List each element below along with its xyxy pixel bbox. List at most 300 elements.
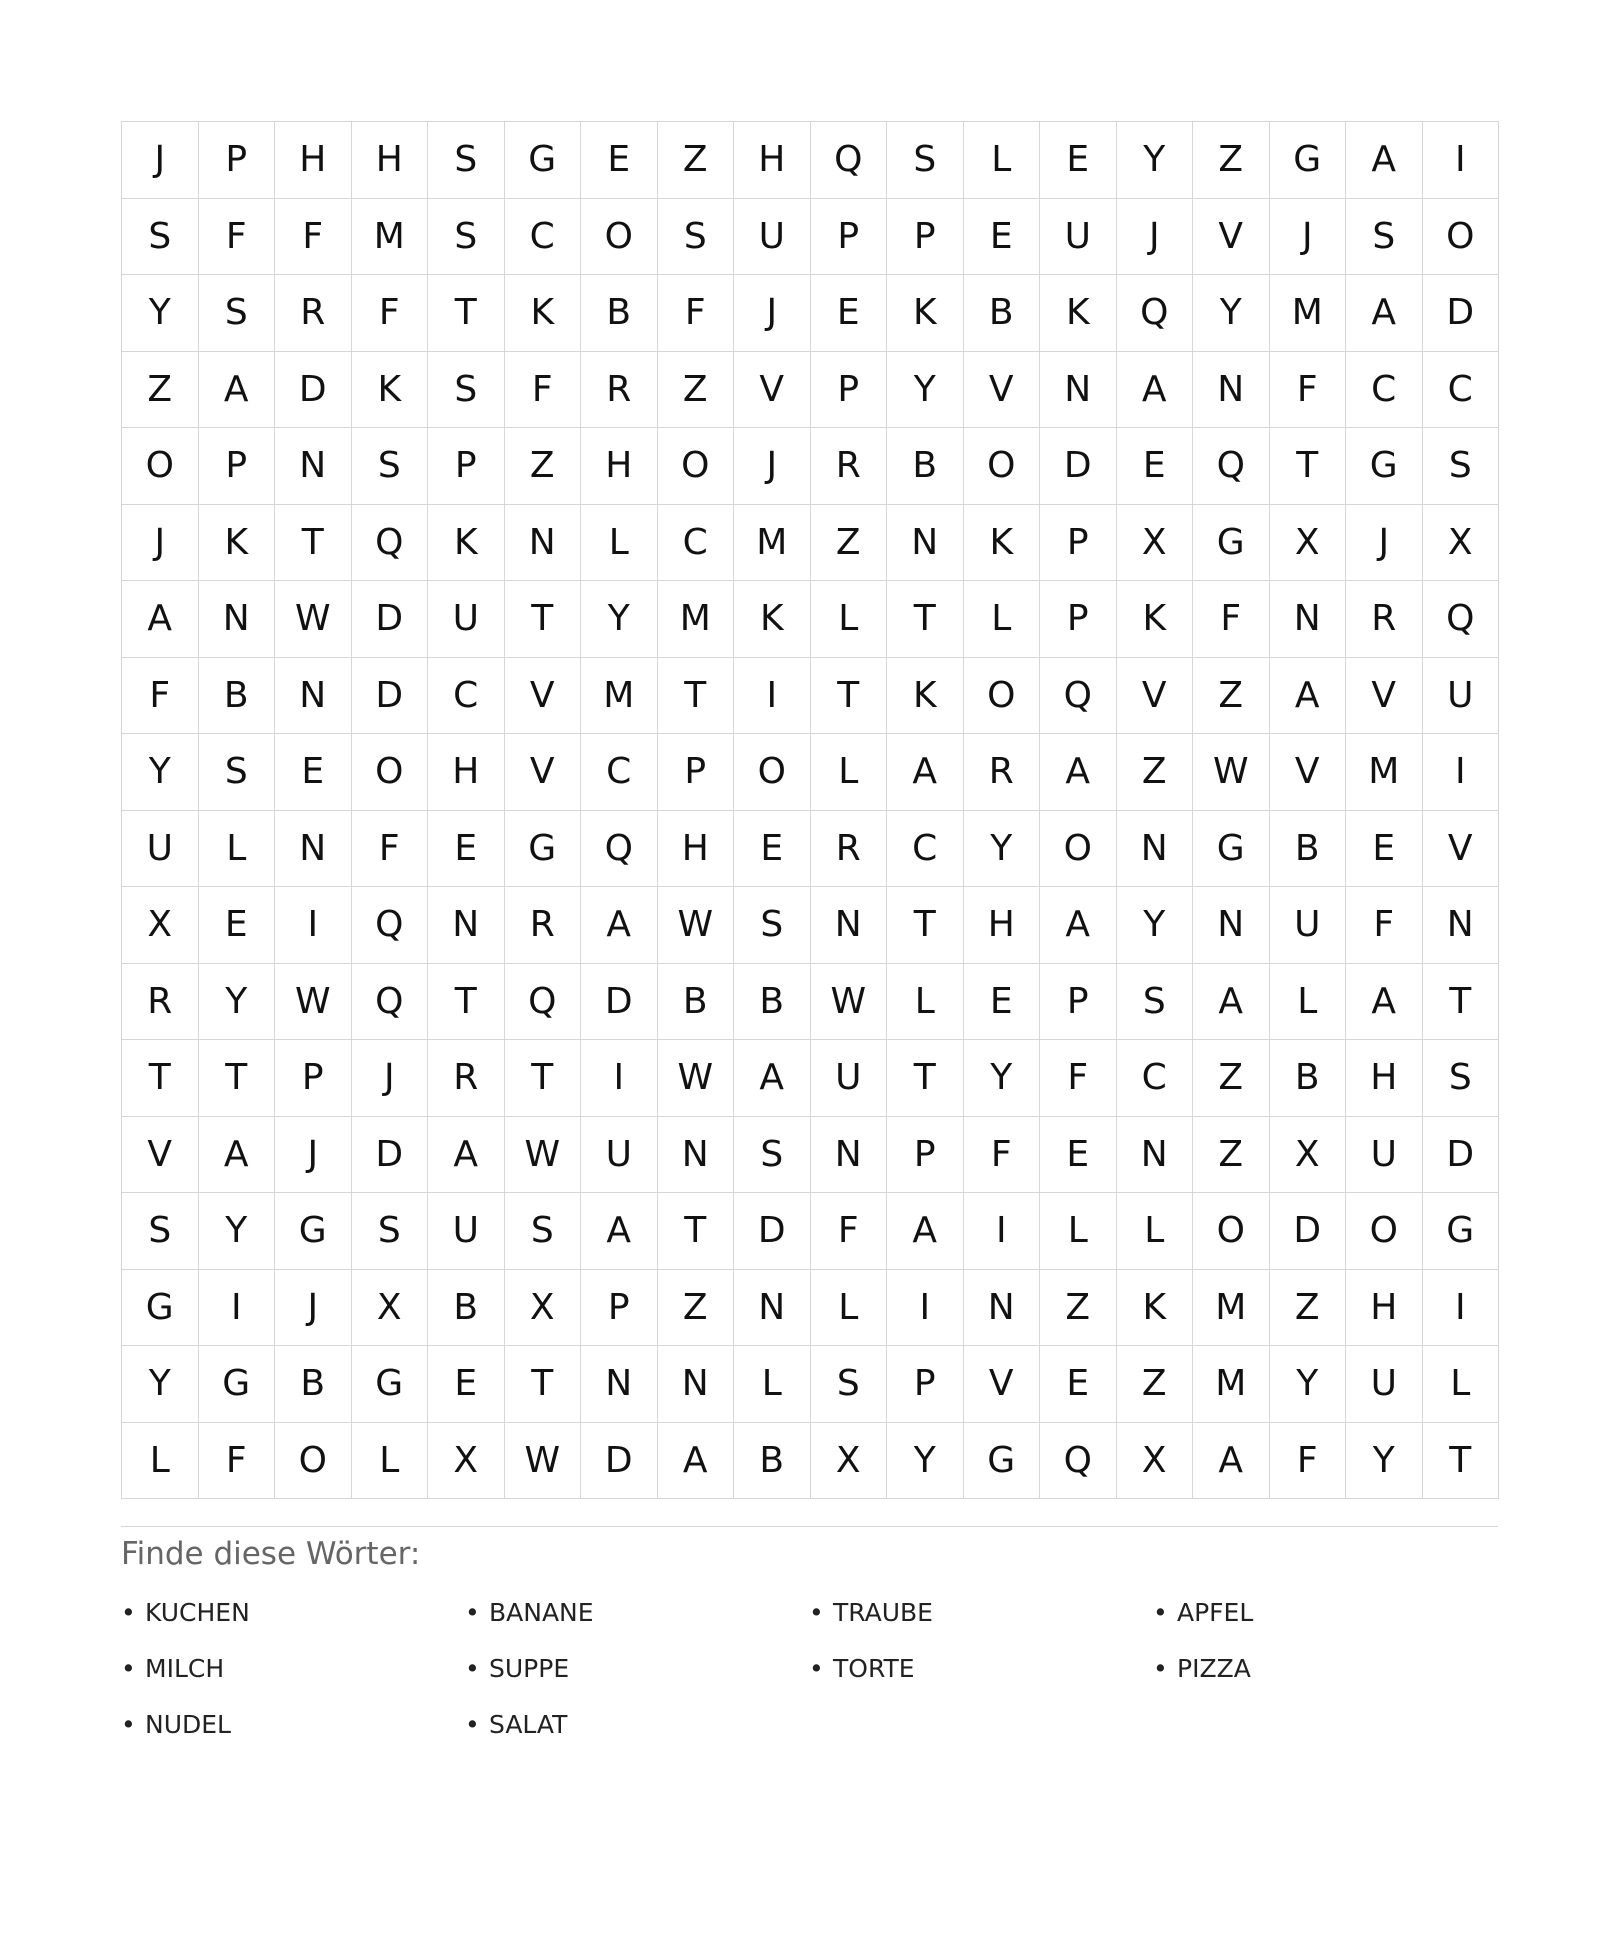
grid-cell[interactable]: D [275,352,352,429]
grid-cell[interactable]: S [428,199,505,276]
grid-cell[interactable]: Q [505,964,582,1041]
grid-cell[interactable]: P [428,428,505,505]
grid-cell[interactable]: Z [811,505,888,582]
grid-cell[interactable]: F [352,811,429,888]
grid-cell[interactable]: C [428,658,505,735]
grid-cell[interactable]: I [964,1193,1041,1270]
grid-cell[interactable]: L [811,734,888,811]
grid-cell[interactable]: J [122,505,199,582]
grid-cell[interactable]: H [658,811,735,888]
grid-cell[interactable]: A [887,1193,964,1270]
grid-cell[interactable]: K [1040,275,1117,352]
grid-cell[interactable]: F [1346,887,1423,964]
grid-cell[interactable]: N [1117,1117,1194,1194]
grid-cell[interactable]: T [658,1193,735,1270]
grid-cell[interactable]: D [734,1193,811,1270]
grid-cell[interactable]: A [658,1423,735,1500]
grid-cell[interactable]: D [352,581,429,658]
grid-cell[interactable]: H [734,122,811,199]
grid-cell[interactable]: O [964,428,1041,505]
grid-cell[interactable]: O [1346,1193,1423,1270]
grid-cell[interactable]: K [428,505,505,582]
grid-cell[interactable]: B [1270,811,1347,888]
grid-cell[interactable]: Y [581,581,658,658]
grid-cell[interactable]: B [428,1270,505,1347]
grid-cell[interactable]: V [505,658,582,735]
grid-cell[interactable]: T [199,1040,276,1117]
grid-cell[interactable]: R [505,887,582,964]
grid-cell[interactable]: R [964,734,1041,811]
grid-cell[interactable]: A [122,581,199,658]
grid-cell[interactable]: E [581,122,658,199]
grid-cell[interactable]: U [811,1040,888,1117]
grid-cell[interactable]: X [505,1270,582,1347]
grid-cell[interactable]: N [964,1270,1041,1347]
grid-cell[interactable]: M [1193,1270,1270,1347]
grid-cell[interactable]: B [887,428,964,505]
grid-cell[interactable]: Q [1117,275,1194,352]
grid-cell[interactable]: D [1423,1117,1500,1194]
grid-cell[interactable]: F [505,352,582,429]
grid-cell[interactable]: U [1270,887,1347,964]
grid-cell[interactable]: W [658,887,735,964]
grid-cell[interactable]: S [352,1193,429,1270]
grid-cell[interactable]: T [811,658,888,735]
grid-cell[interactable]: E [428,1346,505,1423]
grid-cell[interactable]: G [505,122,582,199]
grid-cell[interactable]: F [658,275,735,352]
grid-cell[interactable]: E [199,887,276,964]
grid-cell[interactable]: G [275,1193,352,1270]
grid-cell[interactable]: E [1040,1117,1117,1194]
grid-cell[interactable]: R [275,275,352,352]
grid-cell[interactable]: M [1346,734,1423,811]
grid-cell[interactable]: B [964,275,1041,352]
grid-cell[interactable]: N [428,887,505,964]
grid-cell[interactable]: P [199,428,276,505]
grid-cell[interactable]: T [1423,964,1500,1041]
grid-cell[interactable]: L [581,505,658,582]
grid-cell[interactable]: M [581,658,658,735]
grid-cell[interactable]: R [428,1040,505,1117]
grid-cell[interactable]: C [1423,352,1500,429]
grid-cell[interactable]: P [581,1270,658,1347]
grid-cell[interactable]: H [275,122,352,199]
grid-cell[interactable]: C [505,199,582,276]
grid-cell[interactable]: W [275,581,352,658]
grid-cell[interactable]: W [1193,734,1270,811]
grid-cell[interactable]: Y [122,1346,199,1423]
grid-cell[interactable]: F [964,1117,1041,1194]
grid-cell[interactable]: L [122,1423,199,1500]
grid-cell[interactable]: G [1193,811,1270,888]
grid-cell[interactable]: S [199,275,276,352]
grid-cell[interactable]: N [1423,887,1500,964]
grid-cell[interactable]: A [1040,887,1117,964]
grid-cell[interactable]: K [887,275,964,352]
grid-cell[interactable]: P [275,1040,352,1117]
grid-cell[interactable]: N [1117,811,1194,888]
grid-cell[interactable]: T [505,1346,582,1423]
grid-cell[interactable]: X [1270,505,1347,582]
grid-cell[interactable]: F [352,275,429,352]
grid-cell[interactable]: S [428,352,505,429]
grid-cell[interactable]: B [275,1346,352,1423]
grid-cell[interactable]: G [122,1270,199,1347]
grid-cell[interactable]: V [1423,811,1500,888]
grid-cell[interactable]: Q [811,122,888,199]
grid-cell[interactable]: T [1423,1423,1500,1500]
grid-cell[interactable]: Z [505,428,582,505]
grid-cell[interactable]: Y [199,1193,276,1270]
grid-cell[interactable]: P [199,122,276,199]
grid-cell[interactable]: B [581,275,658,352]
grid-cell[interactable]: F [122,658,199,735]
grid-cell[interactable]: L [1040,1193,1117,1270]
grid-cell[interactable]: O [964,658,1041,735]
grid-cell[interactable]: S [122,1193,199,1270]
grid-cell[interactable]: S [199,734,276,811]
grid-cell[interactable]: U [581,1117,658,1194]
grid-cell[interactable]: Q [1040,658,1117,735]
grid-cell[interactable]: L [811,1270,888,1347]
grid-cell[interactable]: U [1346,1117,1423,1194]
grid-cell[interactable]: S [122,199,199,276]
grid-cell[interactable]: L [1423,1346,1500,1423]
grid-cell[interactable]: U [734,199,811,276]
grid-cell[interactable]: Z [122,352,199,429]
grid-cell[interactable]: T [505,1040,582,1117]
grid-cell[interactable]: R [1346,581,1423,658]
grid-cell[interactable]: J [122,122,199,199]
grid-cell[interactable]: U [122,811,199,888]
grid-cell[interactable]: V [734,352,811,429]
grid-cell[interactable]: V [1193,199,1270,276]
grid-cell[interactable]: P [658,734,735,811]
grid-cell[interactable]: R [581,352,658,429]
grid-cell[interactable]: N [658,1117,735,1194]
grid-cell[interactable]: S [505,1193,582,1270]
grid-cell[interactable]: S [811,1346,888,1423]
grid-cell[interactable]: E [1117,428,1194,505]
grid-cell[interactable]: H [428,734,505,811]
grid-cell[interactable]: J [275,1117,352,1194]
grid-cell[interactable]: N [734,1270,811,1347]
grid-cell[interactable]: O [122,428,199,505]
grid-cell[interactable]: L [1117,1193,1194,1270]
grid-cell[interactable]: L [352,1423,429,1500]
grid-cell[interactable]: I [734,658,811,735]
grid-cell[interactable]: T [1270,428,1347,505]
grid-cell[interactable]: T [505,581,582,658]
grid-cell[interactable]: M [352,199,429,276]
grid-cell[interactable]: U [428,1193,505,1270]
grid-cell[interactable]: I [1423,734,1500,811]
grid-cell[interactable]: J [352,1040,429,1117]
grid-cell[interactable]: J [734,428,811,505]
grid-cell[interactable]: A [581,887,658,964]
grid-cell[interactable]: O [1423,199,1500,276]
grid-cell[interactable]: A [581,1193,658,1270]
grid-cell[interactable]: F [1270,1423,1347,1500]
grid-cell[interactable]: N [1193,352,1270,429]
grid-cell[interactable]: Q [1423,581,1500,658]
grid-cell[interactable]: Y [1346,1423,1423,1500]
grid-cell[interactable]: A [1346,122,1423,199]
grid-cell[interactable]: J [1346,505,1423,582]
grid-cell[interactable]: S [887,122,964,199]
grid-cell[interactable]: L [964,581,1041,658]
grid-cell[interactable]: D [581,964,658,1041]
grid-cell[interactable]: E [1346,811,1423,888]
grid-cell[interactable]: G [1193,505,1270,582]
grid-cell[interactable]: A [199,1117,276,1194]
grid-cell[interactable]: K [199,505,276,582]
grid-cell[interactable]: F [275,199,352,276]
grid-cell[interactable]: Z [1040,1270,1117,1347]
grid-cell[interactable]: L [811,581,888,658]
grid-cell[interactable]: A [887,734,964,811]
grid-cell[interactable]: F [1270,352,1347,429]
grid-cell[interactable]: M [1270,275,1347,352]
grid-cell[interactable]: Y [122,275,199,352]
grid-cell[interactable]: R [811,428,888,505]
grid-cell[interactable]: J [1117,199,1194,276]
grid-cell[interactable]: Y [1270,1346,1347,1423]
grid-cell[interactable]: Q [1193,428,1270,505]
grid-cell[interactable]: X [1117,1423,1194,1500]
grid-cell[interactable]: B [734,964,811,1041]
grid-cell[interactable]: F [1193,581,1270,658]
grid-cell[interactable]: U [428,581,505,658]
grid-cell[interactable]: Q [352,964,429,1041]
grid-cell[interactable]: G [199,1346,276,1423]
grid-cell[interactable]: T [658,658,735,735]
grid-cell[interactable]: K [734,581,811,658]
grid-cell[interactable]: N [811,1117,888,1194]
grid-cell[interactable]: A [1270,658,1347,735]
grid-cell[interactable]: E [1040,122,1117,199]
grid-cell[interactable]: G [964,1423,1041,1500]
grid-cell[interactable]: D [352,658,429,735]
grid-cell[interactable]: V [122,1117,199,1194]
grid-cell[interactable]: Q [352,887,429,964]
grid-cell[interactable]: I [887,1270,964,1347]
grid-cell[interactable]: P [811,199,888,276]
grid-cell[interactable]: O [734,734,811,811]
grid-cell[interactable]: N [658,1346,735,1423]
grid-cell[interactable]: V [1346,658,1423,735]
grid-cell[interactable]: J [734,275,811,352]
grid-cell[interactable]: O [658,428,735,505]
grid-cell[interactable]: T [122,1040,199,1117]
grid-cell[interactable]: N [581,1346,658,1423]
grid-cell[interactable]: E [811,275,888,352]
grid-cell[interactable]: H [964,887,1041,964]
grid-cell[interactable]: V [1117,658,1194,735]
grid-cell[interactable]: H [581,428,658,505]
grid-cell[interactable]: T [887,1040,964,1117]
grid-cell[interactable]: Z [1270,1270,1347,1347]
grid-cell[interactable]: V [505,734,582,811]
grid-cell[interactable]: O [1040,811,1117,888]
grid-cell[interactable]: R [122,964,199,1041]
grid-cell[interactable]: S [658,199,735,276]
grid-cell[interactable]: E [428,811,505,888]
grid-cell[interactable]: W [505,1423,582,1500]
grid-cell[interactable]: Y [887,1423,964,1500]
grid-cell[interactable]: V [964,1346,1041,1423]
grid-cell[interactable]: D [1270,1193,1347,1270]
grid-cell[interactable]: N [887,505,964,582]
grid-cell[interactable]: C [581,734,658,811]
grid-cell[interactable]: T [887,887,964,964]
grid-cell[interactable]: N [275,428,352,505]
grid-cell[interactable]: Y [887,352,964,429]
grid-cell[interactable]: D [1040,428,1117,505]
grid-cell[interactable]: F [199,1423,276,1500]
grid-cell[interactable]: A [1193,964,1270,1041]
grid-cell[interactable]: Z [658,122,735,199]
grid-cell[interactable]: X [1270,1117,1347,1194]
grid-cell[interactable]: W [811,964,888,1041]
grid-cell[interactable]: O [275,1423,352,1500]
grid-cell[interactable]: Y [1193,275,1270,352]
grid-cell[interactable]: G [352,1346,429,1423]
grid-cell[interactable]: N [199,581,276,658]
grid-cell[interactable]: K [1117,1270,1194,1347]
grid-cell[interactable]: C [1346,352,1423,429]
grid-cell[interactable]: K [964,505,1041,582]
grid-cell[interactable]: Y [199,964,276,1041]
grid-cell[interactable]: M [658,581,735,658]
grid-cell[interactable]: Y [964,811,1041,888]
grid-cell[interactable]: S [428,122,505,199]
grid-cell[interactable]: Q [352,505,429,582]
grid-cell[interactable]: X [122,887,199,964]
grid-cell[interactable]: O [1193,1193,1270,1270]
grid-cell[interactable]: P [1040,505,1117,582]
grid-cell[interactable]: L [1270,964,1347,1041]
grid-cell[interactable]: P [887,1117,964,1194]
grid-cell[interactable]: Y [1117,887,1194,964]
grid-cell[interactable]: K [352,352,429,429]
grid-cell[interactable]: A [1193,1423,1270,1500]
grid-cell[interactable]: X [1423,505,1500,582]
grid-cell[interactable]: A [734,1040,811,1117]
grid-cell[interactable]: X [811,1423,888,1500]
grid-cell[interactable]: D [352,1117,429,1194]
grid-cell[interactable]: C [887,811,964,888]
grid-cell[interactable]: I [1423,1270,1500,1347]
grid-cell[interactable]: J [275,1270,352,1347]
grid-cell[interactable]: M [1193,1346,1270,1423]
grid-cell[interactable]: T [428,275,505,352]
grid-cell[interactable]: M [734,505,811,582]
grid-cell[interactable]: G [1270,122,1347,199]
grid-cell[interactable]: S [734,1117,811,1194]
grid-cell[interactable]: I [1423,122,1500,199]
grid-cell[interactable]: P [811,352,888,429]
grid-cell[interactable]: H [352,122,429,199]
grid-cell[interactable]: I [275,887,352,964]
grid-cell[interactable]: E [275,734,352,811]
grid-cell[interactable]: O [352,734,429,811]
grid-cell[interactable]: N [1040,352,1117,429]
grid-cell[interactable]: N [275,811,352,888]
grid-cell[interactable]: B [658,964,735,1041]
grid-cell[interactable]: Z [1193,658,1270,735]
grid-cell[interactable]: W [658,1040,735,1117]
grid-cell[interactable]: A [1117,352,1194,429]
grid-cell[interactable]: C [658,505,735,582]
grid-cell[interactable]: T [428,964,505,1041]
grid-cell[interactable]: I [581,1040,658,1117]
grid-cell[interactable]: A [428,1117,505,1194]
grid-cell[interactable]: G [1346,428,1423,505]
grid-cell[interactable]: B [734,1423,811,1500]
grid-cell[interactable]: L [964,122,1041,199]
grid-cell[interactable]: L [199,811,276,888]
grid-cell[interactable]: T [887,581,964,658]
grid-cell[interactable]: U [1423,658,1500,735]
grid-cell[interactable]: W [505,1117,582,1194]
grid-cell[interactable]: F [1040,1040,1117,1117]
grid-cell[interactable]: V [964,352,1041,429]
grid-cell[interactable]: N [1270,581,1347,658]
grid-cell[interactable]: Q [1040,1423,1117,1500]
grid-cell[interactable]: E [734,811,811,888]
grid-cell[interactable]: Z [1117,734,1194,811]
grid-cell[interactable]: E [1040,1346,1117,1423]
grid-cell[interactable]: N [275,658,352,735]
grid-cell[interactable]: H [1346,1270,1423,1347]
grid-cell[interactable]: Z [658,352,735,429]
grid-cell[interactable]: F [811,1193,888,1270]
grid-cell[interactable]: D [581,1423,658,1500]
grid-cell[interactable]: P [1040,964,1117,1041]
grid-cell[interactable]: N [505,505,582,582]
grid-cell[interactable]: W [275,964,352,1041]
grid-cell[interactable]: K [505,275,582,352]
grid-cell[interactable]: V [1270,734,1347,811]
grid-cell[interactable]: B [1270,1040,1347,1117]
grid-cell[interactable]: Y [122,734,199,811]
grid-cell[interactable]: E [964,199,1041,276]
grid-cell[interactable]: K [887,658,964,735]
grid-cell[interactable]: P [1040,581,1117,658]
grid-cell[interactable]: K [1117,581,1194,658]
grid-cell[interactable]: J [1270,199,1347,276]
grid-cell[interactable]: R [811,811,888,888]
grid-cell[interactable]: A [199,352,276,429]
grid-cell[interactable]: S [1346,199,1423,276]
grid-cell[interactable]: S [352,428,429,505]
grid-cell[interactable]: N [1193,887,1270,964]
grid-cell[interactable]: G [1423,1193,1500,1270]
grid-cell[interactable]: E [964,964,1041,1041]
grid-cell[interactable]: Z [658,1270,735,1347]
grid-cell[interactable]: Y [964,1040,1041,1117]
grid-cell[interactable]: Z [1193,1040,1270,1117]
grid-cell[interactable]: P [887,199,964,276]
grid-cell[interactable]: Z [1117,1346,1194,1423]
grid-cell[interactable]: D [1423,275,1500,352]
grid-cell[interactable]: S [1423,1040,1500,1117]
grid-cell[interactable]: I [199,1270,276,1347]
grid-cell[interactable]: Q [581,811,658,888]
grid-cell[interactable]: O [581,199,658,276]
